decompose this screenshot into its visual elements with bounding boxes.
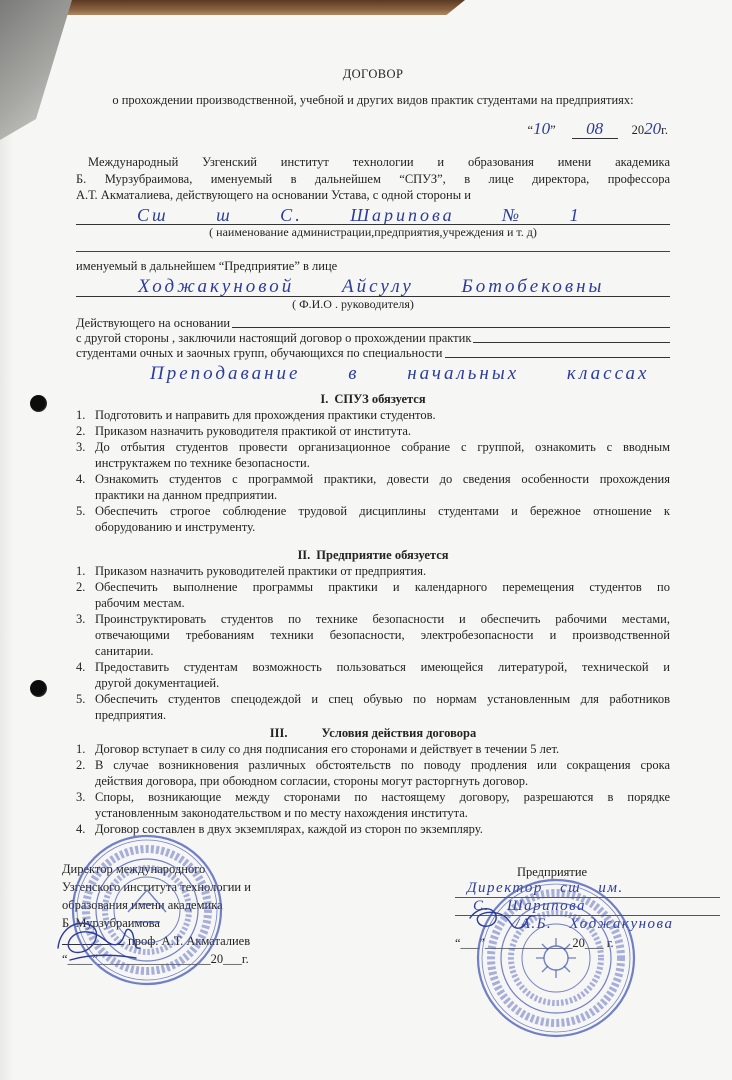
specialty-handwritten: Преподавание в начальных классах [150,362,650,383]
institute-signature-line: образования имени академика [62,898,223,912]
enterprise-signature-line [455,916,720,933]
item-text-line: В случае возникновения различных обстоятельств по поводу продления или сокращения срока [95,757,670,772]
item-text-line: рабочим местам. [95,595,185,610]
enterprise-alias: именуемый в дальнейшем “Предприятие” в лице [76,258,338,273]
item-text-line: До отбытия студентов провести организационное собрание с группой, ознакомить с вводным [95,439,670,454]
enterprise-handwritten-line: Директор сш им. [467,880,624,896]
section-heading [76,725,670,741]
head-caption: ( Ф.И.О . руководителя) [292,296,414,311]
head-name-field [76,274,670,297]
item-number: 2. [76,757,86,772]
item-text-line: отвечающими требованиям техники безопасности, электробезопасности и производственной [95,627,670,642]
section-item [76,439,670,471]
section-number: III. [269,725,288,740]
blank-line [473,341,670,343]
contract-body [76,66,670,837]
date-year-handwritten: 20 [644,119,662,138]
item-text [95,757,670,789]
enterprise-signature-block [455,864,720,951]
date-close-quote: ” [550,123,556,137]
preamble-line: Б. Мурзубраимова, именуемый в дальнейшем “СПУЗ”, в лице директора, профессора [76,171,670,186]
enterprise-name-field [76,204,670,225]
date-year-unit: г. [661,123,668,137]
section-item [76,757,670,789]
item-text [95,503,670,535]
blank-line [232,326,670,328]
item-text [95,691,670,723]
institute-signature-line: Узгенского института технологии и [62,880,251,894]
section-title: СПУЗ обязуется [334,391,426,406]
section-item [76,407,670,423]
enterprise-handwritten-line: С. Шарипова [473,898,587,914]
item-text-line: Ознакомить студентов с программой практики, довести до сведения особенности прохождения [95,471,670,486]
enterprise-name-handwritten: Сш ш С. Шарипова № 1 [137,204,582,225]
item-text [95,407,670,423]
item-number: 1. [76,407,86,422]
institute-signature-block [62,860,322,968]
item-number: 4. [76,821,86,836]
institute-signature-line: Директор международного [62,862,206,876]
students-line: студентами очных и заочных групп, обучающихся по специальности [76,345,443,360]
item-text [95,821,670,837]
item-text [95,579,670,611]
item-number: 2. [76,579,86,594]
enterprise-signature-line [455,898,720,916]
section-item [76,579,670,611]
item-number: 3. [76,611,86,626]
folded-corner-shadow [0,0,72,140]
item-number: 5. [76,691,86,706]
item-text-line: Проинструктировать студентов по технике безопасности и обеспечить рабочими местами, [95,611,670,626]
section-number: I. [320,391,329,406]
punch-hole [30,395,47,412]
section-title: Предприятие обязуется [316,547,449,562]
item-number: 4. [76,659,86,674]
item-text [95,439,670,471]
item-text [95,741,670,757]
section-item [76,691,670,723]
institute-signer-line [62,932,322,950]
item-text-line: Споры, возникающие между сторонами по настоящему договору, разрешаются в порядке [95,789,670,804]
section-item [76,821,670,837]
agreement-line: с другой стороны , заключили настоящий договор о прохождении практик [76,330,472,345]
item-text-line: Обеспечить строгое соблюдение трудовой дисциплины студентами и бережное отношение к [95,503,670,518]
institute-signer: проф. А.Т. Акматалиев [128,934,251,948]
specialty-field [76,361,670,383]
section-item [76,659,670,691]
item-text-line: предприятия. [95,707,167,722]
item-text-line: Обеспечить студентов спецодеждой и спец обувью по нормам установленным для работников [95,691,670,706]
specialty-label-field [76,346,670,361]
contract-date [76,118,670,140]
enterprise-date-line: “___”______________20___ г. [455,936,614,950]
enterprise-caption: ( наименование администрации,предприятия,учреждения и т. д) [209,224,537,239]
institute-signature-line: Б. Мурзубраимова [62,916,160,930]
section-heading [76,391,670,407]
section-item [76,563,670,579]
agreement-field [76,331,670,346]
item-text-line: инструктажем по технике безопасности. [95,455,310,470]
item-number: 3. [76,439,86,454]
section-heading [76,547,670,563]
blank-line [445,356,671,358]
item-text-line: другой документацией. [95,675,220,690]
punch-hole [30,680,47,697]
item-number: 1. [76,563,86,578]
item-text-line: Обеспечить выполнение программы практики и календарного перемещения студентов по [95,579,670,594]
enterprise-handwritten-line: /А.Б. Ходжакунова [515,916,674,932]
date-open-quote: “ [527,123,534,137]
document-title: ДОГОВОР [342,67,404,81]
section-item [76,741,670,757]
section-title: Условия действия договора [321,725,477,740]
enterprise-heading: Предприятие [517,865,588,879]
item-text [95,789,670,821]
item-text-line: практики на данном предприятии. [95,487,278,502]
item-text [95,659,670,691]
item-text [95,471,670,503]
date-year-printed: 20 [631,123,645,137]
item-text-line: оборудованию и инструменту. [95,519,256,534]
section-item [76,423,670,439]
item-text [95,423,670,439]
head-name-handwritten: Ходжакуновой Айсулу Ботобековны [138,275,605,297]
item-text-line: Договор составлен в двух экземплярах, каждой из сторон по экземпляру. [95,821,483,836]
item-text-line: Предоставить студентам возможность пользоваться имеющейся литературой, технической и [95,659,670,674]
blank-line [76,240,670,252]
item-text-line: Договор вступает в силу со дня подписания его сторонами и действует в течении 5 лет. [95,741,560,756]
document-subtitle: о прохождении производственной, учебной и других видов практик студентами на предприятиях: [112,93,634,107]
date-day: 10 [533,119,551,138]
item-number: 2. [76,423,86,438]
item-text-line: установленным законодательством и по месту нахождения института. [95,805,468,820]
preamble-line: Международный Узгенский институт технологии и образования имени академика [88,155,670,169]
item-text [95,563,670,579]
basis-field [76,316,670,331]
item-text-line: Подготовить и направить для прохождения практики студентов. [95,407,436,422]
basis-label: Действующего на основании [76,315,231,330]
item-text [95,611,670,659]
institute-date-line: “____”__________________20___г. [62,952,249,966]
item-number: 4. [76,471,86,486]
item-text-line: Приказом назначить руководителя практикой от института. [95,423,412,438]
section-item [76,789,670,821]
item-text-line: санитарии. [95,643,154,658]
section-item [76,471,670,503]
signature-rule [62,934,124,945]
item-text-line: действия договора, при обоюдном согласии, стороны могут расторгнуть договор. [95,773,529,788]
preamble-line: А.Т. Акматалиева, действующего на основании Устава, с одной стороны и [76,188,471,202]
item-text-line: Приказом назначить руководителей практики от предприятия. [95,563,427,578]
preamble [76,154,670,204]
item-number: 5. [76,503,86,518]
enterprise-signature-line [455,880,720,898]
item-number: 3. [76,789,86,804]
section-item [76,611,670,659]
date-month: 08 [586,119,604,138]
item-number: 1. [76,741,86,756]
section-number: II. [297,547,311,562]
section-item [76,503,670,535]
